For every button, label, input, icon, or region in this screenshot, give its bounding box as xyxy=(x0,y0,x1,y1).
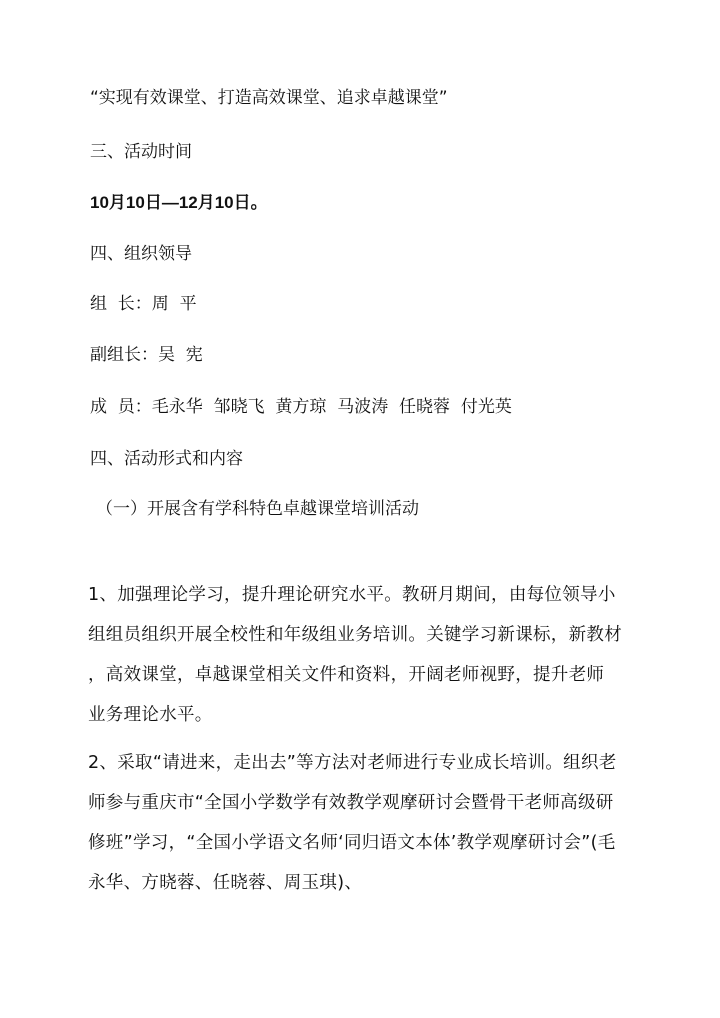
paragraph-line: 永华、方晓蓉、任晓蓉、周玉琪)、 xyxy=(88,873,363,893)
deputy-leader-line: 副组长：吴 宪 xyxy=(90,345,203,365)
paragraph-line: 业务理论水平。 xyxy=(88,705,213,725)
paragraph-line: ，高效课堂，卓越课堂相关文件和资料，开阔老师视野，提升老师 xyxy=(88,665,605,685)
slogan-line: “实现有效课堂、打造高效课堂、追求卓越课堂” xyxy=(90,88,448,108)
subsection-heading: （一）开展含有学科特色卓越课堂培训活动 xyxy=(96,499,419,519)
section-heading-time: 三、活动时间 xyxy=(90,142,192,162)
members-line: 成 员：毛永华 邹晓飞 黄方琼 马波涛 任晓蓉 付光英 xyxy=(90,397,512,417)
paragraph-line: 1、加强理论学习，提升理论研究水平。教研月期间，由每位领导小 xyxy=(88,585,616,605)
activity-dates: 10月10日—12月10日。 xyxy=(90,193,268,212)
paragraph-line: 师参与重庆市“全国小学数学有效教学观摩研讨会暨骨干老师高级研 xyxy=(88,793,614,813)
leader-line: 组 长：周 平 xyxy=(90,294,197,314)
paragraph-line: 组组员组织开展全校性和年级组业务培训。关键学习新课标，新教材 xyxy=(88,625,622,645)
section-heading-content: 四、活动形式和内容 xyxy=(90,449,243,469)
paragraph-line: 2、采取“请进来，走出去”等方法对老师进行专业成长培训。组织老 xyxy=(88,753,617,773)
section-heading-leadership: 四、组织领导 xyxy=(90,244,192,264)
paragraph-line: 修班”学习，“全国小学语文名师‘同归语文本体’教学观摩研讨会”(毛 xyxy=(88,833,616,853)
